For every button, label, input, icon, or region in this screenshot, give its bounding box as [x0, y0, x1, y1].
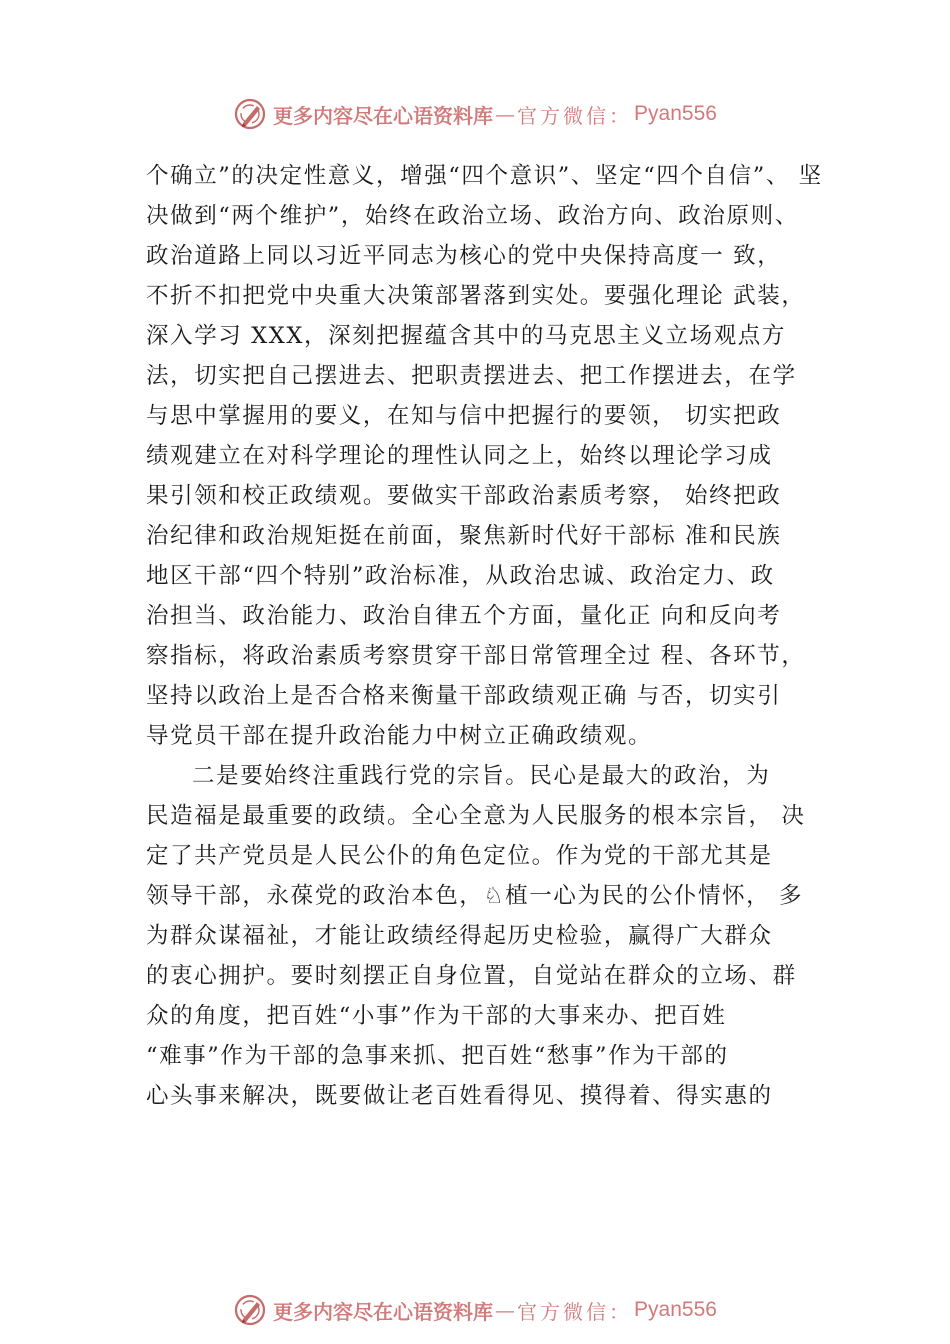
- banner-wechat-id: Pyan556: [634, 102, 717, 125]
- text-line: 众的角度，把百姓“小事”作为干部的大事来办、把百姓: [146, 1003, 727, 1029]
- text-line: 的衷心拥护。要时刻摆正自身位置，自觉站在群众的立场、群: [146, 963, 797, 989]
- document-body: [146, 156, 836, 1116]
- text-line: 领导干部，永葆党的政治本色，♘植一心为民的公仆情怀， 多: [146, 883, 804, 909]
- text-line: 地区干部“四个特别”政治标准，从政治忠诚、政治定力、政: [146, 563, 775, 589]
- text-line: 政治道路上同以习近平同志为核心的党中央保持高度一 致，: [146, 243, 782, 269]
- pen-logo-icon: [233, 97, 267, 131]
- text-line: 导党员干部在提升政治能力中树立正确政绩观。: [146, 723, 653, 749]
- banner-dash: —: [495, 102, 516, 126]
- header-banner: [0, 94, 950, 134]
- text-line: 法，切实把自己摆进去、把职责摆进去、把工作摆进去，在学: [146, 363, 797, 389]
- text-line: 治担当、政治能力、政治自律五个方面，量化正 向和反向考: [146, 603, 782, 629]
- text-line: 坚持以政治上是否合格来衡量干部政绩观正确 与否，切实引: [146, 683, 782, 709]
- banner-wechat-label: 官方微信：: [517, 1299, 633, 1324]
- paragraph-start-line: 二是要始终注重践行党的宗旨。民心是最大的政治，为: [192, 763, 771, 789]
- text-line: 果引领和校正政绩观。要做实干部政治素质考察， 始终把政: [146, 483, 782, 509]
- text-line: 定了共产党员是人民公仆的角色定位。作为党的干部尤其是: [146, 843, 773, 869]
- text-line: 为群众谋福祉，才能让政绩经得起历史检验，赢得广大群众: [146, 923, 773, 949]
- banner-dash: —: [495, 1298, 516, 1322]
- text-line: 与思中掌握用的要义，在知与信中把握行的要领， 切实把政: [146, 403, 782, 429]
- pen-logo-icon: [233, 1293, 267, 1327]
- footer-banner: [0, 1290, 950, 1330]
- text-line: 察指标，将政治素质考察贯穿干部日常管理全过 程、各环节，: [146, 643, 806, 669]
- text-line: 深入学习 XXX，深刻把握蕴含其中的马克思主义立场观点方: [146, 323, 787, 349]
- banner-text: 更多内容尽在心语资料库: [273, 103, 494, 128]
- text-line: 不折不扣把党中央重大决策部署落到实处。要强化理论 武装，: [146, 283, 806, 309]
- text-line: 心头事来解决，既要做让老百姓看得见、摸得着、得实惠的: [146, 1083, 773, 1109]
- text-line: 绩观建立在对科学理论的理性认同之上，始终以理论学习成: [146, 443, 773, 469]
- text-line: 民造福是最重要的政绩。全心全意为人民服务的根本宗旨， 决: [146, 803, 806, 829]
- banner-text: 更多内容尽在心语资料库: [273, 1299, 494, 1324]
- text-line: “难事”作为干部的急事来抓、把百姓“愁事”作为干部的: [146, 1043, 729, 1069]
- text-line: 个确立”的决定性意义，增强“四个意识”、坚定“四个自信”、 坚: [146, 163, 823, 189]
- banner-wechat-id: Pyan556: [634, 1298, 717, 1321]
- text-line: 治纪律和政治规矩挺在前面，聚焦新时代好干部标 准和民族: [146, 523, 782, 549]
- banner-wechat-label: 官方微信：: [517, 103, 633, 128]
- text-line: 决做到“两个维护”，始终在政治立场、政治方向、政治原则、: [146, 203, 799, 229]
